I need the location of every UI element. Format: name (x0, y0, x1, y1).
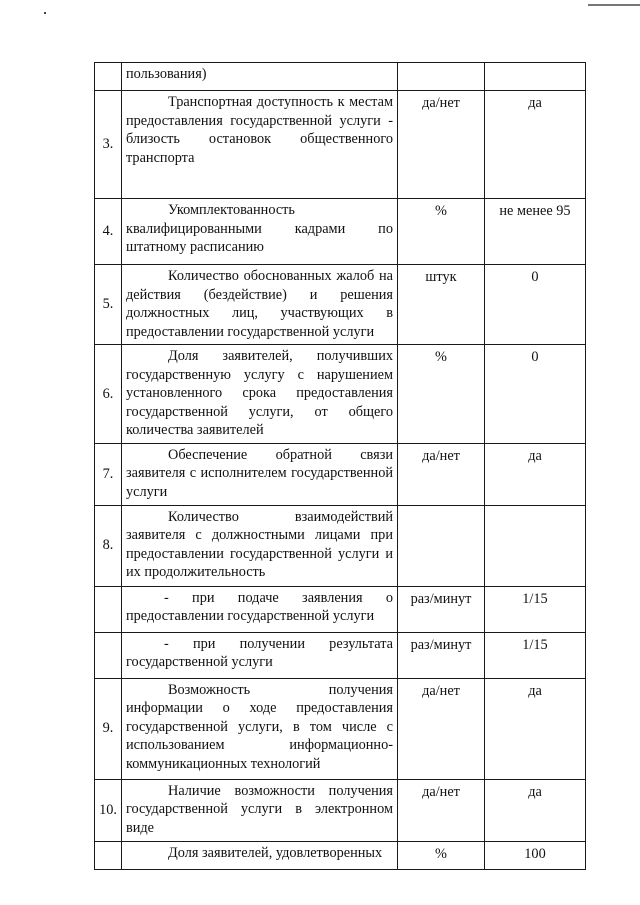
value-cell: 0 (485, 345, 586, 444)
unit-cell: да/нет (398, 678, 485, 779)
row-number (95, 841, 122, 869)
value-cell: не менее 95 (485, 199, 586, 265)
table-row (95, 345, 586, 444)
table-row (95, 841, 586, 869)
unit-cell (398, 505, 485, 586)
indicator-description: Количество взаимодействий заявителя с должностными лицами при предоставлении государственной услуги и их продолжительность (122, 505, 398, 586)
row-number: 6. (95, 345, 122, 444)
row-number: 4. (95, 199, 122, 265)
quality-indicators-table (94, 62, 586, 870)
row-number (95, 632, 122, 678)
value-cell (485, 505, 586, 586)
table-row (95, 265, 586, 345)
indicator-description: Укомплектованность квалифицированными кадрами по штатному расписанию (122, 199, 398, 265)
row-number: 8. (95, 505, 122, 586)
indicator-description: - при получении результата государственной услуги (122, 632, 398, 678)
row-number: 9. (95, 678, 122, 779)
indicator-description: Обеспечение обратной связи заявителя с исполнителем государственной услуги (122, 443, 398, 505)
scan-artifact-line (588, 4, 640, 6)
unit-cell: раз/минут (398, 632, 485, 678)
indicator-description: Количество обоснованных жалоб на действия (бездействие) и решения должностных лиц, участвующих в предоставлении государственной услуги (122, 265, 398, 345)
table-row (95, 505, 586, 586)
indicator-description: Возможность получения информации о ходе предоставления государственной услуги, в том числе с использованием информационно-коммуникационных технологий (122, 678, 398, 779)
unit-cell: % (398, 199, 485, 265)
row-number (95, 63, 122, 91)
value-cell (485, 63, 586, 91)
table-row (95, 779, 586, 841)
scan-artifact-dot (44, 12, 46, 14)
unit-cell: штук (398, 265, 485, 345)
table-row (95, 91, 586, 199)
value-cell: да (485, 443, 586, 505)
table-row (95, 678, 586, 779)
row-number: 7. (95, 443, 122, 505)
indicator-description: Транспортная доступность к местам предоставления государственной услуги - близость остановок общественного транспорта (122, 91, 398, 199)
table-row (95, 586, 586, 632)
unit-cell: да/нет (398, 779, 485, 841)
table-row (95, 443, 586, 505)
row-number: 10. (95, 779, 122, 841)
indicator-description: Доля заявителей, получивших государственную услугу с нарушением установленного срока предоставления государственной услуги, от общего количества заявителей (122, 345, 398, 444)
value-cell: 1/15 (485, 632, 586, 678)
unit-cell: % (398, 841, 485, 869)
row-number (95, 586, 122, 632)
value-cell: 100 (485, 841, 586, 869)
indicator-description: Наличие возможности получения государственной услуги в электронном виде (122, 779, 398, 841)
value-cell: да (485, 779, 586, 841)
value-cell: 1/15 (485, 586, 586, 632)
table-row (95, 199, 586, 265)
unit-cell (398, 63, 485, 91)
value-cell: 0 (485, 265, 586, 345)
indicator-description: Доля заявителей, удовлетворенных (122, 841, 398, 869)
unit-cell: да/нет (398, 91, 485, 199)
unit-cell: раз/минут (398, 586, 485, 632)
table-row (95, 632, 586, 678)
row-number: 5. (95, 265, 122, 345)
table-row (95, 63, 586, 91)
unit-cell: да/нет (398, 443, 485, 505)
row-number: 3. (95, 91, 122, 199)
indicator-description: пользования) (122, 63, 398, 91)
unit-cell: % (398, 345, 485, 444)
value-cell: да (485, 678, 586, 779)
indicator-description: - при подаче заявления о предоставлении государственной услуги (122, 586, 398, 632)
value-cell: да (485, 91, 586, 199)
